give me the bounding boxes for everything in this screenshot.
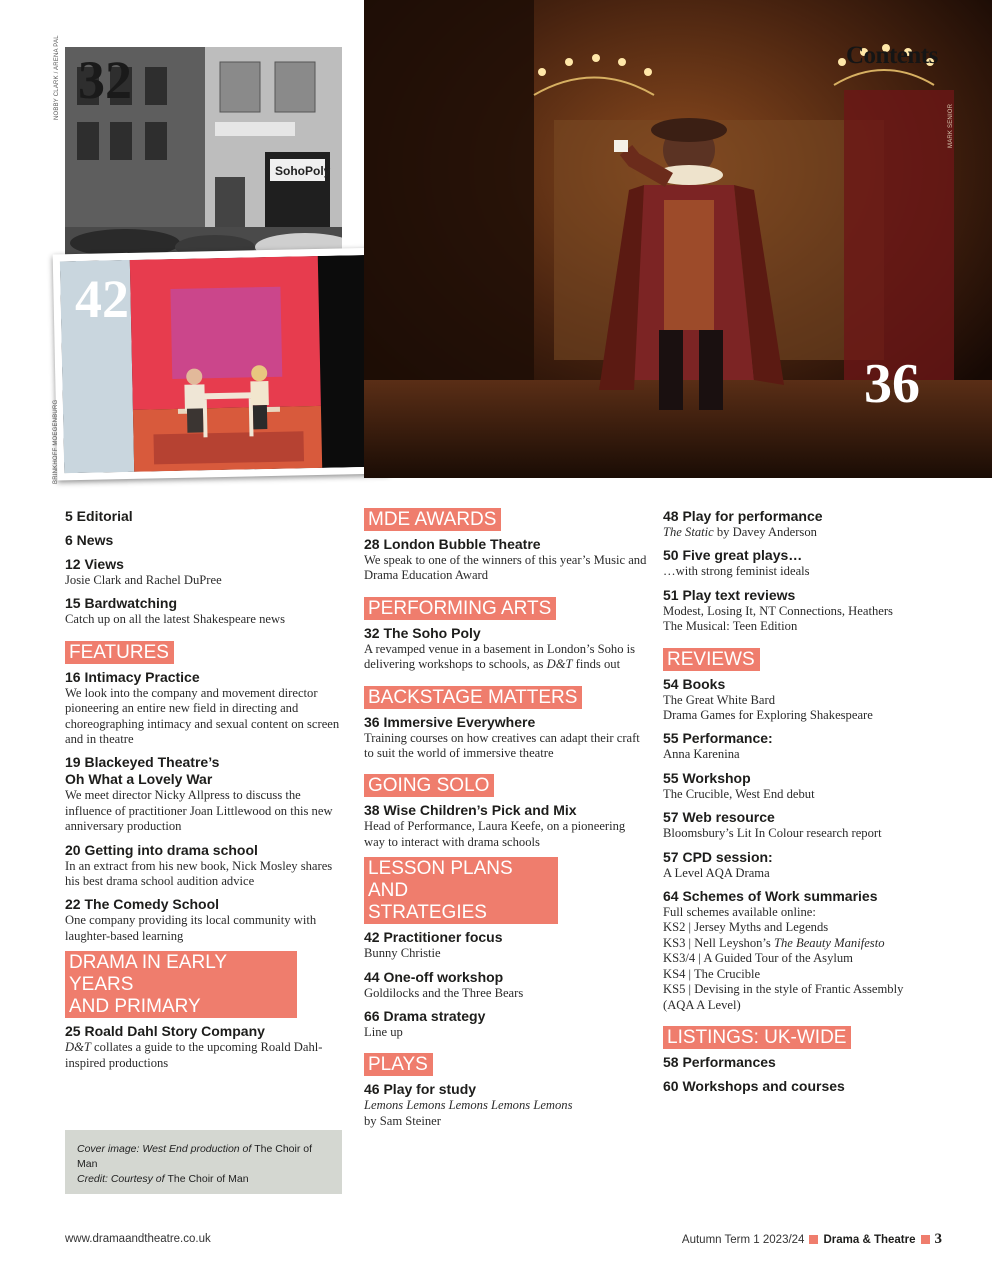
- entry-title: 28 London Bubble Theatre: [364, 536, 541, 552]
- footer-page-number: 3: [934, 1231, 942, 1247]
- contents-entry[interactable]: [663, 547, 953, 579]
- cover-value: The Choir of Man: [167, 1173, 249, 1185]
- cover-credit-box: [65, 1130, 342, 1194]
- entry-title: 12 Views: [65, 556, 124, 572]
- entry-description: Drama Games for Exploring Shakespeare: [663, 708, 873, 723]
- entry-description: A Level AQA Drama: [663, 865, 770, 880]
- entry-title: 38 Wise Children’s Pick and Mix: [364, 802, 577, 819]
- section-heading-listings: LISTINGS: UK-WIDE: [663, 1026, 851, 1049]
- entry-description: Bloomsbury’s Lit In Colour research report: [663, 826, 882, 841]
- entry-title: 64 Schemes of Work summaries: [663, 888, 878, 905]
- photo-credit-immersive: MARK SENIOR: [948, 103, 954, 148]
- section-heading-features: FEATURES: [65, 641, 174, 664]
- entry-description: KS5 | Devising in the style of Frantic Assembly: [663, 982, 904, 997]
- footer-magazine-name: Drama & Theatre: [823, 1233, 916, 1246]
- contents-entry[interactable]: [663, 770, 953, 802]
- contents-entry[interactable]: [364, 1008, 649, 1040]
- section-heading-mde-awards: MDE AWARDS: [364, 508, 501, 531]
- section-heading-backstage-matters: BACKSTAGE MATTERS: [364, 686, 582, 709]
- cover-image-line: [77, 1142, 330, 1172]
- entry-title: 55 Performance:: [663, 730, 773, 747]
- contents-entry[interactable]: [65, 508, 350, 525]
- entry-title: 50 Five great plays…: [663, 547, 803, 564]
- svg-text:SohoPoly: SohoPoly: [275, 164, 331, 178]
- section-heading-going-solo: GOING SOLO: [364, 774, 494, 797]
- entry-italic: D&T: [546, 657, 573, 672]
- contents-entry[interactable]: [65, 669, 350, 748]
- entry-description: KS3/4 | A Guided Tour of the Asylum: [663, 951, 853, 966]
- entry-italic: Lemons Lemons Lemons Lemons Lemons: [364, 1098, 573, 1113]
- entry-description: …with strong feminist ideals: [663, 564, 810, 579]
- photo-credit-soho: NOBBY CLARK / ARENA PAL: [54, 35, 60, 120]
- entry-description: Head of Performance, Laura Keefe, on a pioneering way to interact with drama schools: [364, 819, 626, 849]
- square-bullet-icon: [921, 1235, 930, 1244]
- entry-title: 48 Play for performance: [663, 508, 823, 524]
- square-bullet-icon: [809, 1235, 818, 1244]
- entry-description: Modest, Losing It, NT Connections, Heathers: [663, 603, 893, 618]
- contents-column-3: [663, 508, 953, 1102]
- entry-text: collates a guide to the upcoming Roald Dahl-inspired productions: [65, 1040, 323, 1070]
- entry-description: We look into the company and movement director pioneering an entire new field in directing and choreographing intimacy and sexual content on screen and in theatre: [65, 685, 340, 747]
- contents-entry[interactable]: [364, 969, 649, 1001]
- entry-title: 6 News: [65, 532, 114, 548]
- footer-website-link[interactable]: www.dramaandtheatre.co.uk: [65, 1233, 211, 1245]
- cover-value: The Choir of Man: [77, 1143, 313, 1170]
- entry-title: 46 Play for study: [364, 1081, 477, 1098]
- entry-italic: The Static: [663, 525, 714, 539]
- entry-description: KS2 | Jersey Myths and Legends: [663, 920, 829, 935]
- contents-entry[interactable]: [364, 625, 649, 673]
- contents-entry[interactable]: [65, 1023, 350, 1071]
- contents-column-1: [65, 508, 350, 1078]
- contents-entry[interactable]: [65, 842, 350, 890]
- entry-title: 25 Roald Dahl Story Company: [65, 1023, 265, 1040]
- entry-description: The Musical: Teen Edition: [663, 619, 798, 634]
- contents-entry[interactable]: [364, 802, 649, 850]
- entry-title: 32 The Soho Poly: [364, 624, 481, 641]
- entry-description: Bunny Christie: [364, 946, 441, 961]
- contents-entry[interactable]: [663, 587, 953, 635]
- contents-column-2: [364, 508, 649, 1136]
- entry-description: KS4 | The Crucible: [663, 966, 761, 981]
- page-number-36: 36: [864, 353, 920, 415]
- entry-description: The Great White Bard: [663, 692, 776, 707]
- entry-description: Catch up on all the latest Shakespeare news: [65, 612, 285, 627]
- cover-credit-line: [77, 1172, 330, 1187]
- contents-entry[interactable]: [364, 536, 649, 584]
- entry-description: Training courses on how creatives can adapt their craft to suit the world of immersive theatre: [364, 730, 640, 761]
- entry-title: 5 Editorial: [65, 508, 133, 524]
- entry-title: 58 Performances: [663, 1053, 776, 1070]
- section-heading-performing-arts: PERFORMING ARTS: [364, 597, 556, 620]
- entry-description: [663, 936, 953, 951]
- section-heading-reviews: REVIEWS: [663, 648, 760, 671]
- entry-title: 16 Intimacy Practice: [65, 668, 200, 685]
- entry-description: We meet director Nicky Allpress to discuss the influence of practitioner Joan Littlewood on this new anniversary production: [65, 788, 333, 834]
- contents-entry[interactable]: [663, 730, 953, 762]
- entry-description: [364, 1098, 649, 1113]
- entry-description: Anna Karenina: [663, 747, 740, 762]
- entry-title: 57 Web resource: [663, 809, 775, 826]
- page-number-42: 42: [75, 269, 129, 329]
- section-heading-early-years: [65, 951, 297, 1018]
- entry-description: Goldilocks and the Three Bears: [364, 985, 524, 1000]
- entry-title: 15 Bardwatching: [65, 595, 178, 612]
- section-heading-line: STRATEGIES: [368, 902, 487, 924]
- entry-italic: D&T: [65, 1040, 91, 1055]
- contents-entry[interactable]: [663, 508, 953, 540]
- entry-text: KS3 | Nell Leyshon’s: [663, 935, 774, 950]
- contents-entry[interactable]: [65, 556, 350, 588]
- section-heading-line: DRAMA IN EARLY YEARS: [69, 952, 227, 996]
- entry-text: A revamped venue in a basement in London’s Soho is delivering workshops to schools, as: [364, 641, 636, 672]
- contents-entry[interactable]: [364, 1081, 649, 1129]
- contents-entry[interactable]: [65, 896, 350, 944]
- entry-title: 55 Workshop: [663, 769, 751, 786]
- entry-description: The Crucible, West End debut: [663, 786, 815, 801]
- entry-description: Full schemes available online:: [663, 905, 816, 920]
- entry-title: 66 Drama strategy: [364, 1008, 486, 1025]
- entry-description: by Sam Steiner: [364, 1113, 441, 1128]
- entry-description: [364, 642, 649, 673]
- contents-entry[interactable]: [364, 929, 649, 961]
- cover-label: Credit: Courtesy of: [77, 1173, 168, 1185]
- entry-title: 42 Practitioner focus: [364, 929, 503, 946]
- cover-label: Cover image: West End production of: [77, 1143, 255, 1155]
- entry-description: In an extract from his new book, Nick Mosley shares his best drama school audition advice: [65, 858, 333, 889]
- contents-entry[interactable]: [663, 676, 953, 724]
- contents-entry[interactable]: [65, 754, 350, 834]
- contents-entry[interactable]: [65, 532, 350, 549]
- section-heading-lesson-plans: [364, 857, 558, 924]
- entry-description: (AQA A Level): [663, 997, 741, 1012]
- entry-title: 19 Blackeyed Theatre’s: [65, 754, 220, 771]
- entry-title: 20 Getting into drama school: [65, 841, 258, 858]
- page-number-32: 32: [78, 50, 132, 110]
- entry-text: finds out: [572, 657, 621, 672]
- section-heading-line: AND PRIMARY: [69, 996, 201, 1018]
- entry-description: [663, 525, 953, 540]
- contents-entry[interactable]: [663, 1078, 953, 1095]
- contents-entry[interactable]: [663, 888, 953, 1013]
- entry-title: 51 Play text reviews: [663, 586, 796, 603]
- entry-title: Oh What a Lovely War: [65, 771, 213, 788]
- entry-title: 36 Immersive Everywhere: [364, 713, 536, 730]
- entry-title: 54 Books: [663, 675, 726, 692]
- footer-issue-info: [682, 1231, 942, 1248]
- contents-entry[interactable]: [663, 1054, 953, 1071]
- section-heading-plays: PLAYS: [364, 1053, 433, 1076]
- entry-title: 44 One-off workshop: [364, 968, 504, 985]
- entry-text: by Davey Anderson: [713, 525, 817, 539]
- entry-title: 60 Workshops and courses: [663, 1077, 845, 1094]
- entry-description: One company providing its local community with laughter-based learning: [65, 913, 317, 943]
- contents-entry[interactable]: [663, 809, 953, 841]
- entry-title: 22 The Comedy School: [65, 896, 220, 913]
- entry-title: 57 CPD session:: [663, 848, 773, 865]
- entry-description: [65, 1040, 350, 1071]
- photo-credit-intimacy: BRINKHOFF MOEGENBURG: [53, 399, 59, 484]
- contents-entry[interactable]: [364, 714, 649, 762]
- section-heading-line: LESSON PLANS AND: [368, 858, 513, 902]
- entry-description: Line up: [364, 1025, 403, 1040]
- entry-italic: The Beauty Manifesto: [773, 935, 885, 950]
- page-title: Contents: [846, 42, 938, 69]
- entry-description: Josie Clark and Rachel DuPree: [65, 573, 222, 587]
- entry-description: We speak to one of the winners of this year’s Music and Drama Education Award: [364, 553, 647, 583]
- footer-term: Autumn Term 1 2023/24: [681, 1233, 805, 1246]
- contents-entry[interactable]: [663, 849, 953, 881]
- contents-entry[interactable]: [65, 595, 350, 627]
